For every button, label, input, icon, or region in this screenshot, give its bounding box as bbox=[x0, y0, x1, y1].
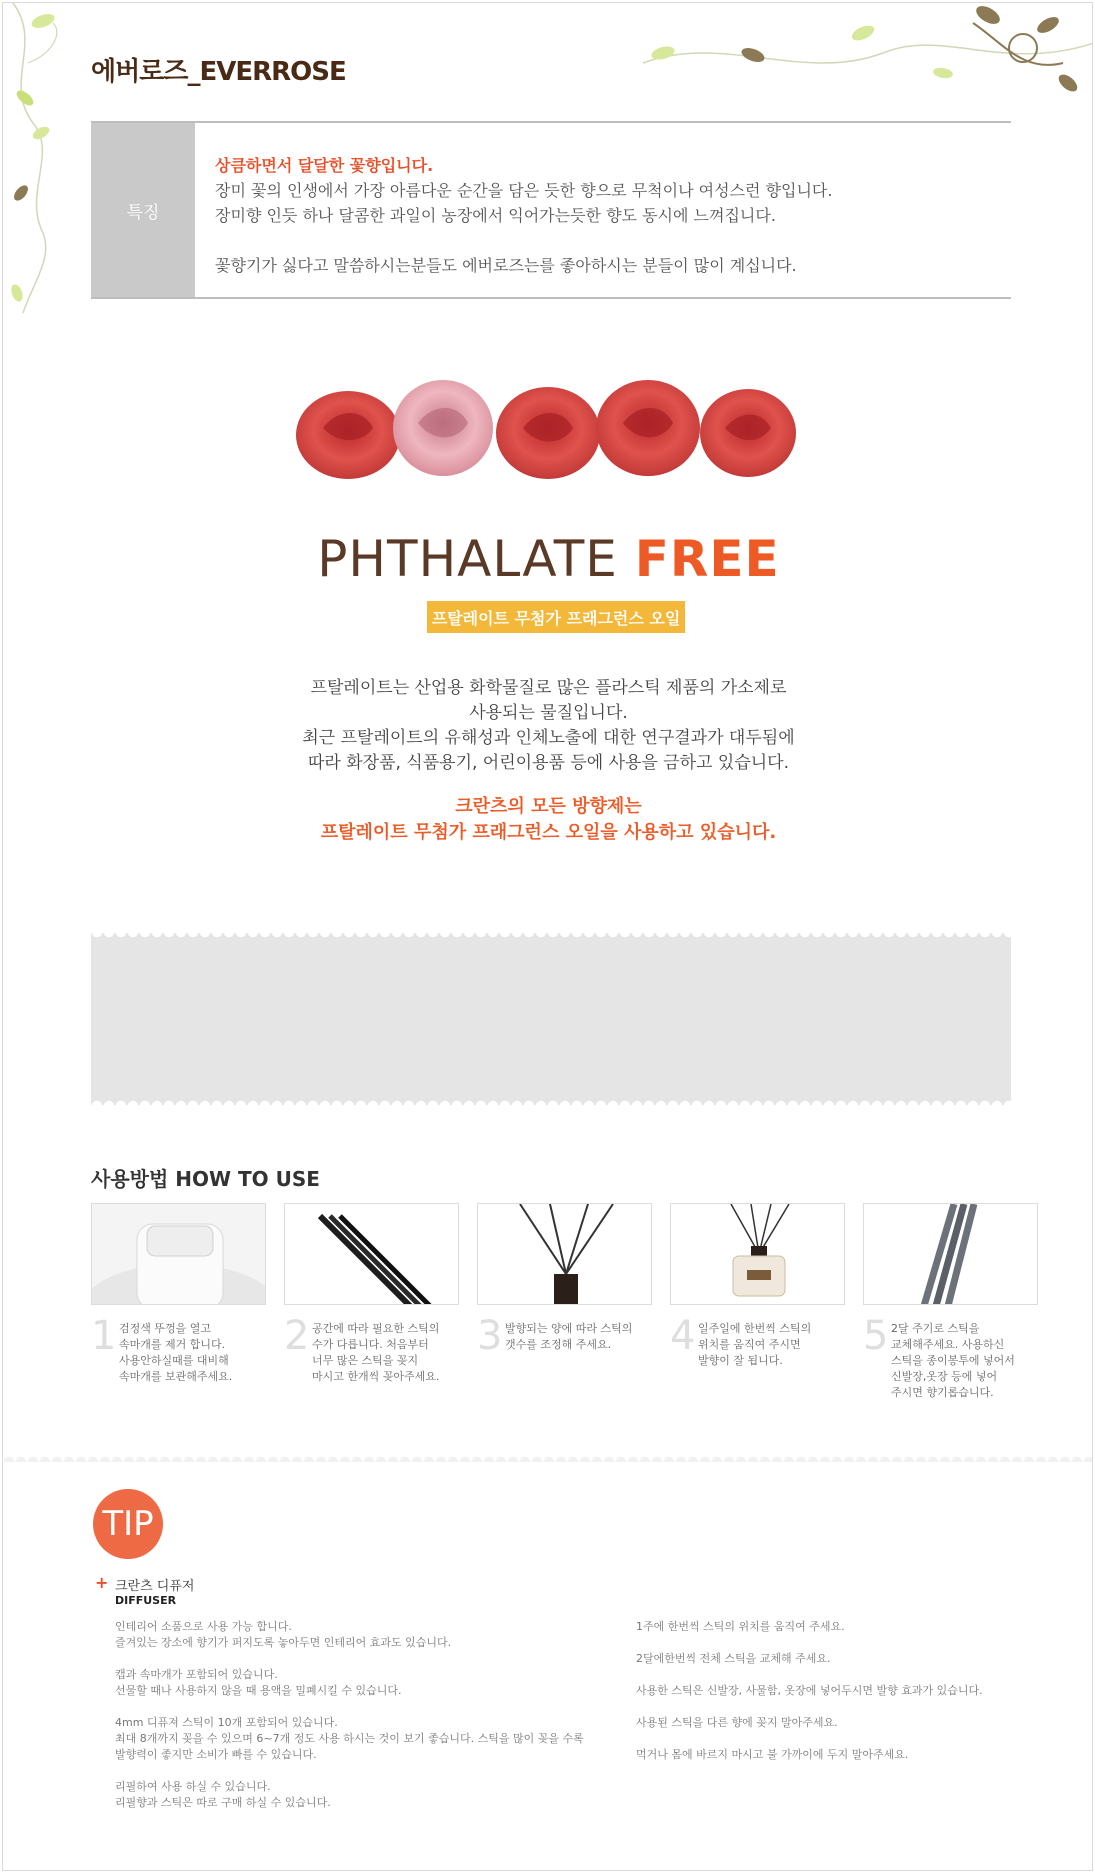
step-2 bbox=[284, 1203, 459, 1383]
step-5 bbox=[863, 1203, 1038, 1399]
tip-right-item: 사용한 스틱은 신발장, 사물함, 옷장에 넣어두시면 발향 효과가 있습니다. bbox=[636, 1684, 983, 1697]
step-4 bbox=[670, 1203, 845, 1367]
tip-paragraph: 인테리어 소품으로 사용 가능 합니다. 즐겨있는 장소에 향기가 퍼지도록 놓아두면 인테리어 효과도 있습니다. bbox=[115, 1620, 452, 1649]
phthalate-heading-main: PHTHALATE bbox=[317, 530, 635, 588]
step-3 bbox=[477, 1203, 652, 1359]
step-3-text: 발향되는 양에 따라 스틱의 갯수를 조정해 주세요. bbox=[505, 1322, 633, 1351]
step-2-number: 2 bbox=[284, 1313, 310, 1359]
phthalate-note bbox=[3, 794, 1093, 846]
plus-icon: + bbox=[95, 1573, 109, 1592]
tip-right-item: 사용된 스틱을 다른 향에 꽂지 말아주세요. bbox=[636, 1716, 838, 1729]
phthalate-note-line: 프탈레이트 무첨가 프래그런스 오일을 사용하고 있습니다. bbox=[320, 822, 777, 843]
step-5-text: 2달 주기로 스틱을 교체해주세요. 사용하신 스틱을 종이봉투에 넣어서 신발장,옷장 등에 넣어 주시면 향기롭습니다. bbox=[891, 1322, 1015, 1399]
step-4-text: 일주일에 한번씩 스틱의 위치를 움직여 주시면 발향이 잘 됩니다. bbox=[698, 1322, 812, 1367]
step-1-image bbox=[91, 1203, 266, 1305]
page-frame bbox=[2, 2, 1093, 1871]
step-4-image bbox=[670, 1203, 845, 1305]
feature-highlight: 상큼하면서 달달한 꽃향입니다. bbox=[215, 156, 434, 175]
tip-category: 크란츠 디퓨저 bbox=[115, 1579, 195, 1594]
how-to-use-title: 사용방법 HOW TO USE bbox=[91, 1167, 320, 1191]
step-5-image bbox=[863, 1203, 1038, 1305]
tip-paragraph: 리필하여 사용 하실 수 있습니다. 리필향과 스틱은 따로 구매 하실 수 있습니다. bbox=[115, 1780, 331, 1809]
step-3-image bbox=[477, 1203, 652, 1305]
tip-left-column bbox=[115, 1619, 595, 1827]
feature-body bbox=[195, 123, 832, 297]
step-3-number: 3 bbox=[477, 1313, 503, 1359]
phthalate-desc-line: 사용되는 물질입니다. bbox=[469, 703, 628, 723]
step-5-number: 5 bbox=[863, 1313, 889, 1359]
phthalate-desc-line: 최근 프탈레이트의 유해성과 인체노출에 대한 연구결과가 대두됨에 bbox=[302, 728, 795, 748]
phthalate-heading bbox=[3, 530, 1093, 588]
tip-right-column bbox=[636, 1619, 1016, 1779]
step-2-text: 공간에 따라 필요한 스틱의 수가 다릅니다. 처음부터 너무 많은 스틱을 꽂지 마시고 한개씩 꽂아주세요. bbox=[312, 1322, 440, 1383]
phthalate-desc-line: 프탈레이트는 산업용 화학물질로 많은 플라스틱 제품의 가소제로 bbox=[310, 678, 787, 698]
step-4-number: 4 bbox=[670, 1313, 696, 1359]
section-divider bbox=[3, 1452, 1093, 1462]
step-1-text: 검정색 뚜껑을 열고 속마개를 제거 합니다. 사용안하실때를 대비해 속마개를 보관해주세요. bbox=[119, 1322, 233, 1383]
tip-paragraph: 4mm 디퓨져 스틱이 10개 포함되어 있습니다. 최대 8개까지 꽂을 수 있으며 6~7개 정도 사용 하시는 것이 보기 좋습니다. 스틱을 많이 꽂을 수록 발향력이 좋지만 소비가 빠를 수 있습니다. bbox=[115, 1716, 584, 1761]
product-title: 에버로즈_EVERROSE bbox=[91, 57, 346, 87]
phthalate-note-line: 크란츠의 모든 방향제는 bbox=[455, 796, 642, 817]
gray-banner bbox=[91, 933, 1011, 1105]
phthalate-heading-accent: FREE bbox=[634, 530, 780, 588]
feature-line: 장미향 인듯 하나 달콤한 과일이 농장에서 익어가는듯한 향도 동시에 느껴집니다. bbox=[215, 206, 776, 225]
vine-decoration-left bbox=[3, 3, 83, 323]
vine-decoration-right bbox=[643, 3, 1093, 103]
tip-paragraph: 캡과 속마개가 포함되어 있습니다. 선물할 때나 사용하지 않을 때 용액을 밀폐시킬 수 있습니다. bbox=[115, 1668, 402, 1697]
tip-right-item: 먹거나 몸에 바르지 마시고 불 가까이에 두지 말아주세요. bbox=[636, 1748, 909, 1761]
feature-section bbox=[91, 121, 1011, 299]
phthalate-desc-line: 따라 화장품, 식품용기, 어린이용품 등에 사용을 금하고 있습니다. bbox=[307, 753, 789, 773]
how-to-steps bbox=[91, 1203, 1015, 1413]
step-1-number: 1 bbox=[91, 1313, 117, 1359]
tip-right-item: 2달에한번씩 전체 스틱을 교체해 주세요. bbox=[636, 1652, 831, 1665]
feature-line: 장미 꽃의 인생에서 가장 아름다운 순간을 담은 듯한 향으로 무척이나 여성스런 향입니다. bbox=[215, 181, 833, 200]
step-2-image bbox=[284, 1203, 459, 1305]
step-1 bbox=[91, 1203, 266, 1383]
phthalate-badge: 프탈레이트 무첨가 프래그런스 오일 bbox=[427, 601, 685, 633]
tip-badge: TIP bbox=[93, 1489, 163, 1559]
feature-label: 특징 bbox=[91, 123, 195, 297]
tip-subtitle: DIFFUSER bbox=[115, 1594, 177, 1607]
roses-image bbox=[293, 373, 803, 493]
feature-line: 꽃향기가 싫다고 말씀하시는분들도 에버로즈는를 좋아하시는 분들이 많이 계십니다. bbox=[215, 256, 797, 275]
tip-right-item: 1주에 한번씩 스틱의 위치를 움직여 주세요. bbox=[636, 1620, 845, 1633]
phthalate-description bbox=[3, 676, 1093, 776]
